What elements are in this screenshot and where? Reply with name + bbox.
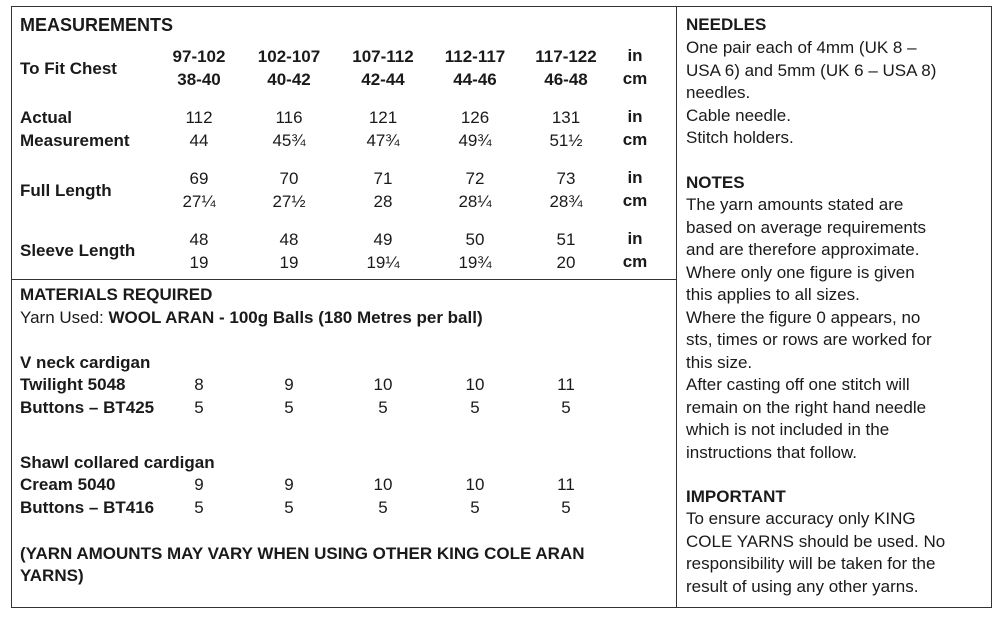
quantity-cell: 5 <box>470 398 480 417</box>
value-cell: 45¾ <box>272 131 306 150</box>
quantity-cell: 9 <box>194 475 204 494</box>
notes-line: instructions that follow. <box>686 442 858 462</box>
value-cell: 51½ <box>549 131 583 150</box>
materials-heading: MATERIALS REQUIRED <box>20 285 213 304</box>
value-cell: 28¼ <box>458 192 492 211</box>
important-line: result of using any other yarns. <box>686 576 919 596</box>
important-text <box>686 508 945 598</box>
size-cm-cell: 46-48 <box>544 70 588 89</box>
row-label-sleeve-length: Sleeve Length <box>20 241 136 260</box>
size-in-cell: 97-102 <box>172 47 226 66</box>
needles-line: needles. <box>686 83 751 102</box>
shawl-buttons-label: Buttons – BT416 <box>20 498 155 517</box>
quantity-cell: 5 <box>470 498 480 517</box>
quantity-cell: 5 <box>284 398 294 417</box>
value-cell: 70 <box>279 169 299 188</box>
value-cell: 69 <box>189 169 209 188</box>
quantity-cell: 10 <box>373 475 393 494</box>
needles-line: One pair each of 4mm (UK 8 – <box>686 38 917 57</box>
needles-line: USA 6) and 5mm (UK 6 – USA 8) <box>686 60 937 80</box>
needles-line: Stitch holders. <box>686 128 794 147</box>
notes-line: this size. <box>686 352 753 372</box>
yarn-note-line-2: YARNS) <box>20 566 84 585</box>
value-cell: 28 <box>373 192 393 211</box>
v-neck-buttons-label: Buttons – BT425 <box>20 398 155 417</box>
quantity-cell: 10 <box>373 375 393 394</box>
notes-line: sts, times or rows are worked for <box>686 330 932 349</box>
unit-in: in <box>627 46 643 65</box>
row-label-full-length: Full Length <box>20 181 112 200</box>
size-in-cell: 102-107 <box>257 47 321 66</box>
quantity-cell: 10 <box>465 375 485 394</box>
needles-line: Cable needle. <box>686 105 791 125</box>
value-cell: 49 <box>373 230 393 249</box>
size-cm-cell: 42-44 <box>361 70 405 89</box>
column-divider <box>676 7 677 607</box>
value-cell: 27¼ <box>182 192 216 211</box>
quantity-cell: 5 <box>378 498 388 517</box>
yarn-used-prefix: Yarn Used: <box>20 308 109 327</box>
size-in-cell: 112-117 <box>444 47 506 66</box>
needles-heading: NEEDLES <box>686 15 767 34</box>
notes-line: After casting off one stitch will <box>686 375 910 394</box>
quantity-cell: 5 <box>194 498 204 517</box>
quantity-cell: 10 <box>465 475 485 494</box>
value-cell: 121 <box>368 108 398 127</box>
value-cell: 48 <box>189 230 209 249</box>
section-divider <box>12 279 676 280</box>
unit-cm: cm <box>622 191 648 210</box>
value-cell: 19 <box>189 253 209 272</box>
v-neck-yarn-label: Twilight 5048 <box>20 375 126 394</box>
size-cm-cell: 38-40 <box>177 70 221 89</box>
quantity-cell: 5 <box>284 498 294 517</box>
unit-in: in <box>627 168 643 187</box>
quantity-cell: 5 <box>561 398 571 417</box>
value-cell: 72 <box>465 169 485 188</box>
notes-line: and are therefore approximate. <box>686 240 920 259</box>
notes-line: which is not included in the <box>686 420 890 439</box>
unit-in: in <box>627 107 643 126</box>
quantity-cell: 11 <box>557 375 575 394</box>
needles-text <box>686 37 936 150</box>
value-cell: 47¾ <box>366 131 400 150</box>
quantity-cell: 8 <box>194 375 204 394</box>
value-cell: 48 <box>279 230 299 249</box>
notes-line: The yarn amounts stated are <box>686 195 904 214</box>
unit-cm: cm <box>622 252 648 271</box>
yarn-note-line-1: (YARN AMOUNTS MAY VARY WHEN USING OTHER KING COLE ARAN <box>20 544 585 563</box>
pattern-info-table <box>11 6 992 608</box>
value-cell: 28¾ <box>549 192 583 211</box>
unit-cm: cm <box>622 69 648 88</box>
quantity-cell: 9 <box>284 375 294 394</box>
yarn-used <box>20 307 483 329</box>
value-cell: 112 <box>185 108 213 127</box>
row-label-measurement: Measurement <box>20 131 130 150</box>
value-cell: 51 <box>556 230 576 249</box>
quantity-cell: 5 <box>194 398 204 417</box>
v-neck-title: V neck cardigan <box>20 353 151 372</box>
quantity-cell: 11 <box>557 475 575 494</box>
value-cell: 131 <box>551 108 581 127</box>
unit-in: in <box>627 229 643 248</box>
quantity-cell: 5 <box>561 498 571 517</box>
shawl-yarn-label: Cream 5040 <box>20 475 116 494</box>
important-line: responsibility will be taken for the <box>686 554 936 573</box>
notes-line: this applies to all sizes. <box>686 285 860 304</box>
value-cell: 126 <box>460 108 490 127</box>
value-cell: 73 <box>556 169 576 188</box>
notes-text <box>686 194 932 464</box>
value-cell: 71 <box>373 169 393 188</box>
value-cell: 27½ <box>272 192 306 211</box>
unit-cm: cm <box>622 130 648 149</box>
size-cm-cell: 40-42 <box>267 70 311 89</box>
notes-line: Where only one figure is given <box>686 262 915 282</box>
important-line: To ensure accuracy only KING <box>686 509 916 528</box>
value-cell: 50 <box>465 230 485 249</box>
important-line: COLE YARNS should be used. No <box>686 531 946 551</box>
size-cm-cell: 44-46 <box>453 70 497 89</box>
quantity-cell: 5 <box>378 398 388 417</box>
value-cell: 19¼ <box>366 253 400 272</box>
notes-heading: NOTES <box>686 173 745 192</box>
value-cell: 19 <box>279 253 299 272</box>
size-in-cell: 117-122 <box>535 47 597 66</box>
row-label-actual: Actual <box>20 108 72 127</box>
value-cell: 20 <box>556 253 576 272</box>
value-cell: 116 <box>275 108 303 127</box>
value-cell: 44 <box>189 131 209 150</box>
notes-line: Where the figure 0 appears, no <box>686 307 921 327</box>
important-heading: IMPORTANT <box>686 487 786 506</box>
yarn-name: WOOL ARAN - 100g Balls (180 Metres per ball) <box>108 308 483 327</box>
row-label-chest: To Fit Chest <box>20 59 117 78</box>
quantity-cell: 9 <box>284 475 294 494</box>
measurements-heading: MEASUREMENTS <box>20 15 174 35</box>
notes-line: based on average requirements <box>686 217 927 237</box>
shawl-title: Shawl collared cardigan <box>20 453 215 472</box>
value-cell: 19¾ <box>458 253 492 272</box>
size-in-cell: 107-112 <box>352 47 414 66</box>
value-cell: 49¾ <box>458 131 492 150</box>
notes-line: remain on the right hand needle <box>686 397 927 417</box>
